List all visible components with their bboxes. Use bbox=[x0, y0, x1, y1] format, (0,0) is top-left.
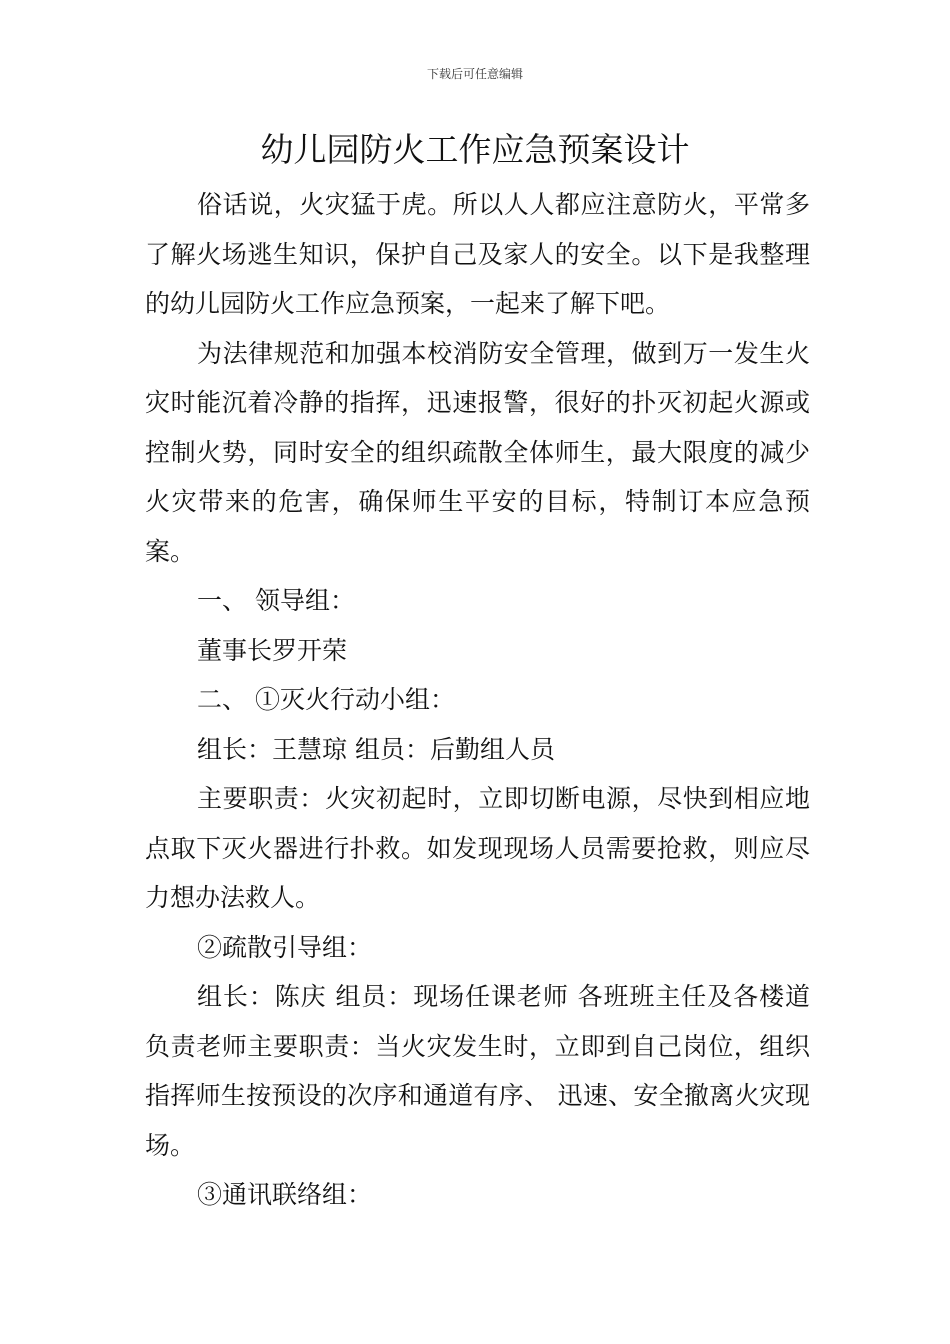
leadership-member: 董事长罗开荣 bbox=[197, 635, 348, 665]
header-note: 下载后可任意编辑 bbox=[426, 67, 523, 81]
section-evacuation-heading: ②疏散引导组： bbox=[197, 932, 373, 962]
section-leadership-heading: 一、 领导组： bbox=[197, 586, 355, 615]
section-firefighting-heading: 二、 ①灭火行动小组： bbox=[197, 685, 455, 714]
document-title: 幼儿园防火工作应急预案设计 bbox=[260, 130, 690, 169]
document-body bbox=[145, 180, 810, 1220]
firefighting-members: 组长：王慧琼 组员：后勤组人员 bbox=[197, 734, 555, 764]
section-communication-heading: ③通讯联络组： bbox=[197, 1180, 373, 1209]
paragraph-intro: 俗话说，火灾猛于虎。所以人人都应注意防火，平常多了解火场逃生知识，保护自己及家人的安全。以下是我整理的幼儿园防火工作应急预案，一起来了解下吧。 bbox=[145, 190, 810, 318]
firefighting-duties: 主要职责：火灾初起时，立即切断电源，尽快到相应地点取下灭火器进行扑救。如发现现场人员需要抢救，则应尽力想办法救人。 bbox=[145, 784, 810, 912]
evacuation-members-duties: 组长：陈庆 组员：现场任课老师 各班班主任及各楼道负责老师主要职责：当火灾发生时，立即到自己岗位，组织指挥师生按预设的次序和通道有序、 迅速、安全撤离火灾现场。 bbox=[145, 982, 810, 1160]
paragraph-purpose: 为法律规范和加强本校消防安全管理，做到万一发生火灾时能沉着冷静的指挥，迅速报警，很好的扑灭初起火源或控制火势，同时安全的组织疏散全体师生，最大限度的减少火灾带来的危害，确保师生平安的目标，特制订本应急预案。 bbox=[145, 338, 810, 566]
